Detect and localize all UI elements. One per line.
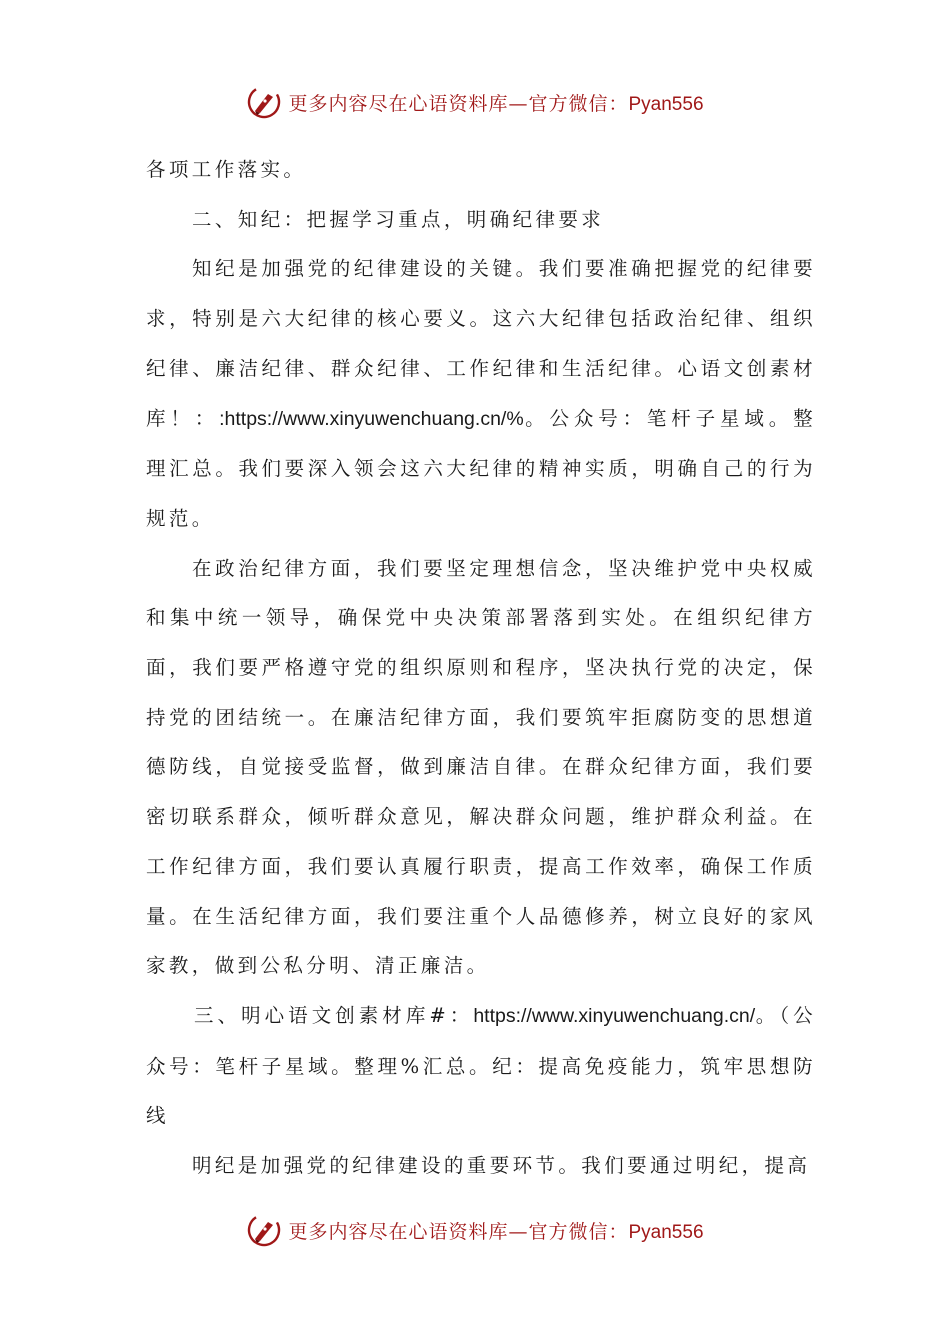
url-text: https://www.xinyuwenchuang.cn/ xyxy=(473,1004,756,1027)
paragraph: 知纪是加强党的纪律建设的关键。我们要准确把握党的纪律要求，特别是六大纪律的核心要义。这六大纪律包括政治纪律、组织纪律、廉洁纪律、群众纪律、工作纪律和生活纪律。心语文创素材库！：:https://www.xinyuwenchuang.cn/%。公众号：笔杆子星域。整理汇总。我们要深入领会这六大纪律的精神实质，明确自己的行为规范。 xyxy=(146,257,816,530)
footer-banner xyxy=(0,1208,950,1252)
section-heading: 三、明心语文创素材库#：https://www.xinyuwenchuang.cn/。（公众号：笔杆子星域。整理%汇总。纪：提高免疫能力，筑牢思想防线 xyxy=(146,1003,817,1128)
paragraph: 在政治纪律方面，我们要坚定理想信念，坚决维护党中央权威和集中统一领导，确保党中央决策部署落到实处。在组织纪律方面，我们要严格遵守党的组织原则和程序，坚决执行党的决定，保持党的团结统一。在廉洁纪律方面，我们要筑牢拒腐防变的思想道德防线，自觉接受监督，做到廉洁自律。在群众纪律方面，我们要密切联系群众，倾听群众意见，解决群众问题，维护群众利益。在工作纪律方面，我们要认真履行职责，提高工作效率，确保工作质量。在生活纪律方面，我们要注重个人品德修养，树立良好的家风家教，做到公私分明、清正廉洁。 xyxy=(146,556,816,978)
paragraph: 明纪是加强党的纪律建设的重要环节。我们要通过明纪，提高 xyxy=(192,1154,811,1178)
section-heading: 二、知纪：把握学习重点，明确纪律要求 xyxy=(192,207,605,231)
banner-text: 更多内容尽在心语资料库—官方微信：Pyan556 xyxy=(288,92,704,115)
banner-text: 更多内容尽在心语资料库—官方微信：Pyan556 xyxy=(288,1220,704,1243)
paragraph: 各项工作落实。 xyxy=(146,158,307,181)
wechat-id: Pyan556 xyxy=(628,93,704,115)
document-body xyxy=(146,145,816,1191)
url-text: :https://www.xinyuwenchuang.cn/% xyxy=(219,407,524,430)
header-banner xyxy=(0,80,950,124)
wechat-id: Pyan556 xyxy=(628,1221,704,1243)
pen-nib-logo-icon xyxy=(246,1212,282,1248)
pen-nib-logo-icon xyxy=(246,84,282,120)
